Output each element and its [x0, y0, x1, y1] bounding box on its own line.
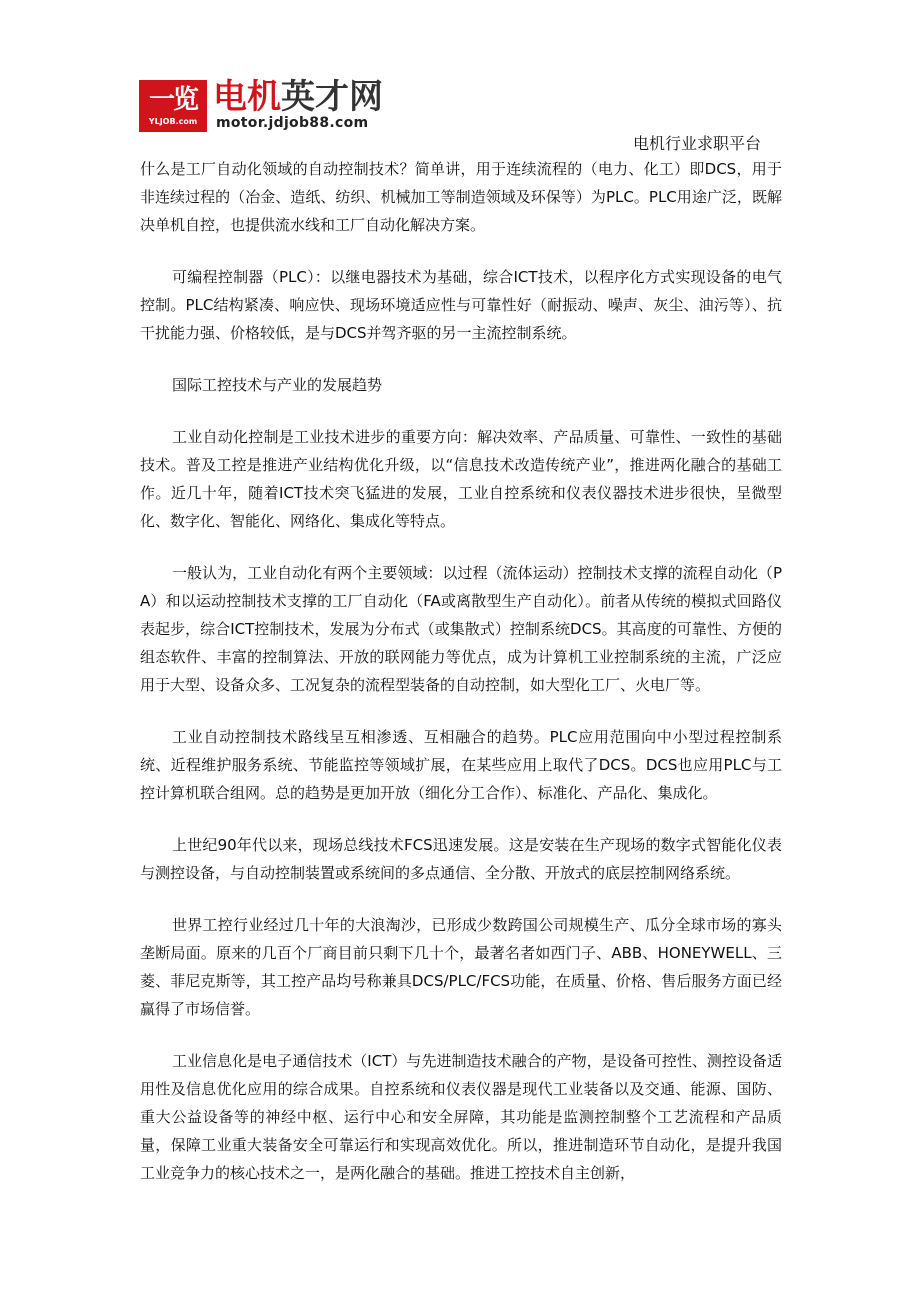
paragraph-plc: 可编程控制器（PLC）：以继电器技术为基础，综合ICT技术，以程序化方式实现设备的电气控制。PLC结构紧凑、响应快、现场环境适应性与可靠性好（耐振动、噪声、灰尘、油污等）、抗干扰能力强、价格较低，是与DCS并驾齐驱的另一主流控制系统。 [140, 268, 782, 342]
logo-title-red: 电机 [213, 77, 281, 117]
paragraph-fcs: 上世纪90年代以来，现场总线技术FCS迅速发展。这是安装在生产现场的数字式智能化仪表与测控设备，与自动控制装置或系统间的多点通信、全分散、开放式的底层控制网络系统。 [140, 836, 782, 882]
logo-badge-subtext: YLJOB.com [148, 117, 198, 126]
paragraph-industry: 世界工控行业经过几十年的大浪淘沙，已形成少数跨国公司规模生产、瓜分全球市场的寡头垄断局面。原来的几百个厂商目前只剩下几十个，最著名者如西门子、ABB、HONEYWELL、三菱、菲尼克斯等，其工控产品均号称兼具DCS/PLC/FCS功能，在质量、价格、售后服务方面已经赢得了市场信誉。 [140, 916, 782, 1018]
paragraph-intro: 什么是工厂自动化领域的自动控制技术？简单讲，用于连续流程的（电力、化工）即DCS，用于非连续过程的（冶金、造纸、纺织、机械加工等制造领域及环保等）为PLC。PLC用途广泛，既解决单机自控，也提供流水线和工厂自动化解决方案。 [140, 160, 782, 234]
logo-url: motor.jdjob88.com [216, 115, 369, 131]
paragraph-importance: 工业自动化控制是工业技术进步的重要方向：解决效率、产品质量、可靠性、一致性的基础技术。普及工控是推进产业结构优化升级，以“信息技术改造传统产业”，推进两化融合的基础工作。近几十年，随着ICT技术突飞猛进的发展，工业自控系统和仪表仪器技术进步很快，呈微型化、数字化、智能化、网络化、集成化等特点。 [140, 428, 782, 530]
article-body [140, 155, 782, 1211]
paragraph-informatization: 工业信息化是电子通信技术（ICT）与先进制造技术融合的产物，是设备可控性、测控设备适用性及信息优化应用的综合成果。自控系统和仪表仪器是现代工业装备以及交通、能源、国防、重大公益设备等的神经中枢、运行中心和安全屏障，其功能是监测控制整个工艺流程和产品质量，保障工业重大装备安全可靠运行和实现高效优化。所以，推进制造环节自动化，是提升我国工业竞争力的核心技术之一，是两化融合的基础。推进工控技术自主创新， [140, 1052, 782, 1182]
site-tagline: 电机行业求职平台 [633, 134, 762, 153]
logo-badge-text: 一览 [148, 85, 197, 115]
paragraph-domains: 一般认为，工业自动化有两个主要领域：以过程（流体运动）控制技术支撑的流程自动化（PA）和以运动控制技术支撑的工厂自动化（FA或离散型生产自动化）。前者从传统的模拟式回路仪表起步，综合ICT控制技术，发展为分布式（或集散式）控制系统DCS。其高度的可靠性、方便的组态软件、丰富的控制算法、开放的联网能力等优点，成为计算机工业控制系统的主流，广泛应用于大型、设备众多、工况复杂的流程型装备的自动控制，如大型化工厂、火电厂等。 [140, 564, 782, 694]
logo-title-dark: 英才网 [281, 77, 383, 117]
paragraph-trends: 工业自动控制技术路线呈互相渗透、互相融合的趋势。PLC应用范围向中小型过程控制系统、近程维护服务系统、节能监控等领域扩展，在某些应用上取代了DCS。DCS也应用PLC与工控计算机联合组网。总的趋势是更加开放（细化分工合作）、标准化、产品化、集成化。 [140, 728, 782, 802]
section-heading: 国际工控技术与产业的发展趋势 [172, 376, 383, 394]
logo-title [213, 78, 383, 116]
site-logo[interactable] [139, 77, 383, 136]
logo-badge [139, 80, 207, 132]
